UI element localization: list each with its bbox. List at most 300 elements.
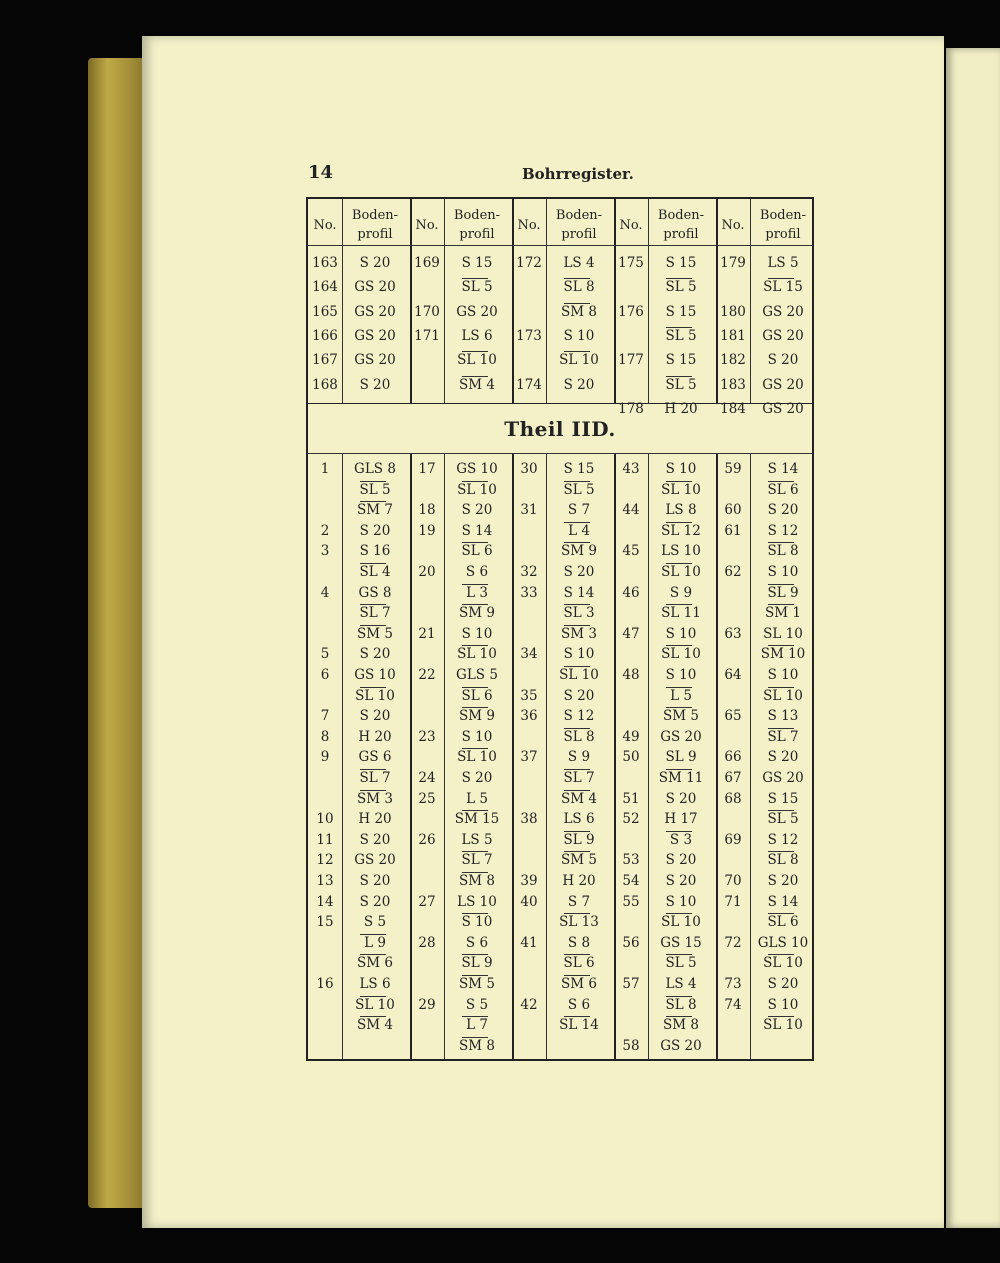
row-number: 41	[520, 934, 538, 951]
bodenprofil-entry: GS 20	[762, 376, 804, 393]
bodenprofil-entry: S 9	[567, 749, 591, 766]
row-number: 65	[724, 708, 742, 725]
row-number: 61	[724, 522, 742, 539]
layer-bar	[360, 934, 386, 935]
row-number: 181	[720, 327, 746, 344]
layer-bar	[564, 1016, 590, 1017]
bodenprofil-entry: SL 10	[661, 564, 701, 580]
bodenprofil-entry: SL 4	[359, 564, 391, 580]
bodenprofil-entry: SM 7	[357, 502, 393, 519]
row-number: 184	[720, 400, 746, 417]
layer-bar	[462, 975, 488, 976]
bodenprofil-entry: SL 8	[563, 279, 595, 296]
row-number: 49	[622, 728, 640, 745]
row-number: 21	[418, 625, 436, 642]
bodenprofil-entry: S 20	[359, 646, 391, 663]
bodenprofil-entry: SM 10	[760, 646, 806, 663]
row-number: 174	[516, 376, 542, 393]
bodenprofil-entry: S 7	[567, 502, 591, 519]
row-number: 164	[312, 279, 338, 296]
bodenprofil-entry: SM 5	[459, 976, 495, 992]
row-number: 50	[622, 749, 640, 766]
row-number: 16	[316, 976, 334, 992]
row-number: 43	[622, 461, 640, 477]
row-number: 177	[618, 352, 644, 369]
bodenprofil-entry: S 20	[563, 687, 595, 704]
bodenprofil-entry: S 6	[567, 996, 591, 1013]
bodenprofil-entry: LS 10	[457, 893, 497, 910]
layer-bar	[462, 851, 488, 852]
bodenprofil-entry: SL 13	[559, 914, 599, 931]
layer-bar	[768, 604, 794, 605]
bodenprofil-entry: SM 9	[459, 605, 495, 622]
row-number: 22	[418, 667, 436, 683]
bodenprofil-entry: LS 5	[767, 255, 799, 271]
bodenprofil-entry: GS 10	[456, 461, 498, 477]
row-number: 180	[720, 303, 746, 320]
bodenprofil-entry: S 20	[767, 749, 799, 766]
bohrregister-table	[306, 197, 814, 1061]
bodenprofil-entry: S 16	[359, 543, 391, 560]
bodenprofil-entry: SM 8	[561, 303, 597, 320]
bodenprofil-entry: SL 6	[461, 543, 493, 560]
row-number: 35	[520, 687, 538, 704]
bodenprofil-entry: GS 20	[354, 327, 396, 344]
row-number: 9	[320, 749, 330, 766]
bodenprofil-entry: S 20	[359, 522, 391, 539]
bodenprofil-entry: SM 15	[454, 811, 500, 828]
bodenprofil-entry: GS 15	[660, 934, 702, 951]
layer-bar	[768, 954, 794, 955]
row-number: 178	[618, 400, 644, 417]
bodenprofil-entry: SL 11	[661, 605, 701, 622]
row-number: 66	[724, 749, 742, 766]
bodenprofil-entry: H 20	[358, 811, 392, 828]
row-number: 48	[622, 667, 640, 683]
row-number: 72	[724, 934, 742, 951]
layer-bar	[666, 604, 692, 605]
row-number: 44	[622, 502, 640, 519]
layer-bar	[666, 376, 692, 377]
layer-bar	[462, 810, 488, 811]
row-number: 19	[418, 522, 436, 539]
bodenprofil-entry: S 20	[665, 852, 697, 869]
bodenprofil-entry: S 20	[359, 255, 391, 271]
bodenprofil-entry: S 7	[567, 893, 591, 910]
bodenprofil-entry: S 10	[563, 646, 595, 663]
bodenprofil-entry: GS 20	[354, 279, 396, 296]
row-number: 70	[724, 873, 742, 889]
layer-bar	[462, 584, 488, 585]
row-number: 3	[320, 543, 330, 560]
header-no: No.	[619, 217, 643, 233]
layer-bar	[462, 278, 488, 279]
bodenprofil-entry: S 15	[563, 461, 595, 477]
bodenprofil-entry: S 14	[461, 522, 493, 539]
running-head: Bohrregister.	[522, 165, 634, 183]
bodenprofil-entry: L 7	[466, 1017, 488, 1034]
bodenprofil-entry: GS 20	[660, 1037, 702, 1054]
bodenprofil-entry: SL 10	[763, 625, 803, 642]
bodenprofil-entry: SM 8	[663, 1017, 699, 1034]
layer-bar	[462, 687, 488, 688]
layer-bar	[666, 996, 692, 997]
layer-bar	[462, 542, 488, 543]
layer-bar	[768, 728, 794, 729]
bodenprofil-entry: SM 6	[357, 955, 393, 972]
layer-bar	[462, 645, 488, 646]
bodenprofil-entry: SM 4	[459, 376, 495, 393]
bodenprofil-entry: SL 10	[661, 646, 701, 663]
row-number: 32	[520, 564, 538, 580]
bodenprofil-entry: SL 5	[767, 811, 799, 828]
bodenprofil-entry: S 10	[665, 461, 697, 477]
bodenprofil-entry: GS 20	[762, 400, 804, 417]
row-number: 27	[418, 893, 436, 910]
bodenprofil-entry: GS 20	[354, 852, 396, 869]
bodenprofil-entry: LS 6	[359, 976, 391, 992]
bodenprofil-entry: S 10	[665, 625, 697, 642]
header-bodenprofil: Boden- profil	[759, 208, 807, 242]
row-number: 51	[622, 790, 640, 807]
layer-bar	[564, 351, 590, 352]
row-number: 183	[720, 376, 746, 393]
row-number: 46	[622, 584, 640, 601]
bodenprofil-entry: L 3	[466, 584, 488, 601]
bodenprofil-entry: GS 20	[456, 303, 498, 320]
row-number: 45	[622, 543, 640, 560]
row-number: 54	[622, 873, 640, 889]
row-number: 5	[320, 646, 330, 663]
bodenprofil-entry: SM 5	[561, 852, 597, 869]
bodenprofil-entry: GLS 10	[757, 934, 809, 951]
bodenprofil-entry: S 20	[461, 502, 493, 519]
bodenprofil-entry: SM 3	[561, 625, 597, 642]
bodenprofil-entry: SM 4	[561, 790, 597, 807]
layer-bar	[360, 563, 386, 564]
bodenprofil-entry: GS 20	[660, 728, 702, 745]
layer-bar	[768, 913, 794, 914]
row-number: 33	[520, 584, 538, 601]
bodenprofil-entry: S 3	[669, 831, 693, 848]
row-number: 173	[516, 327, 542, 344]
section-rule-bottom	[308, 453, 812, 454]
bodenprofil-entry: SL 10	[457, 646, 497, 663]
bodenprofil-entry: SL 9	[665, 749, 697, 766]
bodenprofil-entry: S 5	[465, 996, 489, 1013]
row-number: 6	[320, 667, 330, 683]
row-number: 62	[724, 564, 742, 580]
header-rule	[308, 245, 812, 246]
bodenprofil-entry: LS 6	[461, 327, 493, 344]
row-number: 169	[414, 255, 440, 271]
bodenprofil-entry: S 13	[767, 708, 799, 725]
bodenprofil-entry: S 10	[767, 564, 799, 580]
row-number: 20	[418, 564, 436, 580]
bodenprofil-entry: SL 5	[665, 955, 697, 972]
bodenprofil-entry: S 20	[665, 873, 697, 889]
bodenprofil-entry: S 20	[461, 770, 493, 786]
bodenprofil-entry: SL 5	[461, 279, 493, 296]
bodenprofil-entry: S 10	[665, 893, 697, 910]
bodenprofil-entry: S 20	[767, 873, 799, 889]
row-number: 42	[520, 996, 538, 1013]
bodenprofil-entry: S 10	[461, 914, 493, 931]
layer-bar	[462, 481, 488, 482]
bodenprofil-entry: SL 7	[359, 605, 391, 622]
layer-bar	[360, 1016, 386, 1017]
bodenprofil-entry: SL 8	[767, 543, 799, 560]
row-number: 47	[622, 625, 640, 642]
layer-bar	[360, 481, 386, 482]
bodenprofil-entry: S 6	[465, 934, 489, 951]
layer-bar	[768, 851, 794, 852]
bodenprofil-entry: SL 9	[563, 831, 595, 848]
layer-bar	[462, 351, 488, 352]
layer-bar	[666, 913, 692, 914]
bodenprofil-entry: SM 9	[561, 543, 597, 560]
bodenprofil-entry: SM 9	[459, 708, 495, 725]
bodenprofil-entry: S 5	[363, 914, 387, 931]
bodenprofil-entry: GS 20	[762, 770, 804, 786]
bodenprofil-entry: S 20	[359, 831, 391, 848]
layer-bar	[564, 542, 590, 543]
layer-bar	[462, 954, 488, 955]
row-number: 63	[724, 625, 742, 642]
bodenprofil-entry: SM 8	[459, 1037, 495, 1054]
row-number: 12	[316, 852, 334, 869]
row-number: 56	[622, 934, 640, 951]
bodenprofil-entry: S 12	[767, 522, 799, 539]
row-number: 68	[724, 790, 742, 807]
bodenprofil-entry: SL 7	[359, 770, 391, 786]
bodenprofil-entry: SL 5	[665, 327, 697, 344]
row-number: 7	[320, 708, 330, 725]
bodenprofil-entry: S 20	[665, 790, 697, 807]
row-number: 18	[418, 502, 436, 519]
section-title: Theil IID.	[504, 417, 616, 441]
row-number: 182	[720, 352, 746, 369]
bodenprofil-entry: S 10	[767, 667, 799, 683]
bodenprofil-entry: S 10	[563, 327, 595, 344]
bodenprofil-entry: S 10	[461, 728, 493, 745]
bodenprofil-entry: S 12	[767, 831, 799, 848]
bodenprofil-entry: SL 9	[767, 584, 799, 601]
bodenprofil-entry: GS 6	[358, 749, 392, 766]
row-number: 30	[520, 461, 538, 477]
layer-bar	[768, 584, 794, 585]
bodenprofil-entry: SL 5	[563, 481, 595, 498]
bodenprofil-entry: LS 8	[665, 502, 697, 519]
layer-bar	[666, 769, 692, 770]
bodenprofil-entry: L 9	[364, 934, 386, 951]
row-number: 69	[724, 831, 742, 848]
bodenprofil-entry: SM 6	[561, 976, 597, 992]
bodenprofil-entry: SL 15	[763, 279, 803, 296]
bodenprofil-entry: SL 5	[665, 376, 697, 393]
layer-bar	[462, 1016, 488, 1017]
bodenprofil-entry: SL 12	[661, 522, 701, 539]
bodenprofil-entry: H 20	[358, 728, 392, 745]
bodenprofil-entry: SL 7	[767, 728, 799, 745]
layer-bar	[564, 975, 590, 976]
row-number: 167	[312, 352, 338, 369]
layer-bar	[360, 954, 386, 955]
row-number: 28	[418, 934, 436, 951]
row-number: 1	[320, 461, 330, 477]
row-number: 163	[312, 255, 338, 271]
bodenprofil-entry: SL 10	[763, 955, 803, 972]
bodenprofil-entry: S 14	[563, 584, 595, 601]
layer-bar	[564, 913, 590, 914]
bodenprofil-entry: L 5	[466, 790, 488, 807]
row-number: 14	[316, 893, 334, 910]
header-no: No.	[313, 217, 337, 233]
bodenprofil-entry: SL 10	[559, 352, 599, 369]
bodenprofil-entry: SM 3	[357, 790, 393, 807]
row-number: 55	[622, 893, 640, 910]
layer-bar	[666, 278, 692, 279]
bodenprofil-entry: LS 10	[661, 543, 701, 560]
header-no: No.	[517, 217, 541, 233]
bodenprofil-entry: SL 8	[563, 728, 595, 745]
bodenprofil-entry: LS 4	[563, 255, 595, 271]
layer-bar	[564, 728, 590, 729]
bodenprofil-entry: SL 14	[559, 1017, 599, 1034]
row-number: 13	[316, 873, 334, 889]
row-number: 36	[520, 708, 538, 725]
row-number: 2	[320, 522, 330, 539]
layer-bar	[768, 810, 794, 811]
bodenprofil-entry: SL 8	[665, 996, 697, 1013]
bodenprofil-entry: S 20	[563, 376, 595, 393]
layer-bar	[768, 481, 794, 482]
bodenprofil-entry: SM 5	[357, 625, 393, 642]
layer-bar	[462, 707, 488, 708]
layer-bar	[666, 645, 692, 646]
layer-bar	[768, 1016, 794, 1017]
bodenprofil-entry: SL 10	[457, 481, 497, 498]
layer-bar	[666, 954, 692, 955]
bodenprofil-entry: SL 6	[767, 481, 799, 498]
bodenprofil-entry: H 20	[562, 873, 596, 889]
layer-bar	[462, 872, 488, 873]
bodenprofil-entry: S 14	[767, 461, 799, 477]
bodenprofil-entry: SL 10	[661, 914, 701, 931]
layer-bar	[564, 769, 590, 770]
bodenprofil-entry: H 17	[664, 811, 698, 828]
header-bodenprofil: Boden- profil	[657, 208, 705, 242]
layer-bar	[666, 831, 692, 832]
layer-bar	[564, 604, 590, 605]
layer-bar	[564, 831, 590, 832]
bodenprofil-entry: SL 10	[763, 1017, 803, 1034]
layer-bar	[768, 687, 794, 688]
layer-bar	[462, 748, 488, 749]
row-number: 168	[312, 376, 338, 393]
bodenprofil-entry: SL 3	[563, 605, 595, 622]
header-bodenprofil: Boden- profil	[351, 208, 399, 242]
bodenprofil-entry: SM 8	[459, 873, 495, 889]
layer-bar	[564, 278, 590, 279]
row-number: 67	[724, 770, 742, 786]
bodenprofil-entry: H 20	[664, 400, 698, 417]
layer-bar	[360, 790, 386, 791]
bodenprofil-entry: GLS 8	[354, 461, 396, 477]
row-number: 166	[312, 327, 338, 344]
row-number: 57	[622, 976, 640, 992]
layer-bar	[564, 303, 590, 304]
row-number: 10	[316, 811, 334, 828]
bodenprofil-entry: S 20	[767, 502, 799, 519]
layer-bar	[666, 522, 692, 523]
row-number: 58	[622, 1037, 640, 1054]
bodenprofil-entry: SL 10	[457, 749, 497, 766]
bodenprofil-entry: S 8	[567, 934, 591, 951]
bodenprofil-entry: S 20	[767, 352, 799, 369]
bodenprofil-entry: S 10	[767, 996, 799, 1013]
bodenprofil-entry: S 20	[563, 564, 595, 580]
bodenprofil-entry: S 9	[669, 584, 693, 601]
layer-bar	[462, 1037, 488, 1038]
bodenprofil-entry: GS 8	[358, 584, 392, 601]
layer-bar	[462, 376, 488, 377]
row-number: 40	[520, 893, 538, 910]
bodenprofil-entry: S 10	[461, 625, 493, 642]
bodenprofil-entry: SL 10	[457, 352, 497, 369]
bodenprofil-entry: GLS 5	[456, 667, 498, 683]
bodenprofil-entry: GS 20	[762, 303, 804, 320]
layer-bar	[666, 481, 692, 482]
bodenprofil-entry: SL 10	[661, 481, 701, 498]
layer-bar	[666, 687, 692, 688]
layer-bar	[666, 327, 692, 328]
layer-bar	[360, 996, 386, 997]
bodenprofil-entry: S 20	[767, 976, 799, 992]
bodenprofil-entry: GS 20	[354, 303, 396, 320]
row-number: 53	[622, 852, 640, 869]
layer-bar	[768, 278, 794, 279]
row-number: 59	[724, 461, 742, 477]
bodenprofil-entry: SM 5	[663, 708, 699, 725]
bodenprofil-entry: GS 20	[354, 352, 396, 369]
row-number: 64	[724, 667, 742, 683]
row-number: 11	[316, 831, 334, 848]
row-number: 31	[520, 502, 538, 519]
header-bodenprofil: Boden- profil	[555, 208, 603, 242]
layer-bar	[768, 645, 794, 646]
bodenprofil-entry: S 20	[359, 873, 391, 889]
bodenprofil-entry: S 15	[461, 255, 493, 271]
row-number: 165	[312, 303, 338, 320]
bodenprofil-entry: LS 5	[461, 831, 493, 848]
layer-bar	[360, 687, 386, 688]
row-number: 15	[316, 914, 334, 931]
layer-bar	[666, 1016, 692, 1017]
bodenprofil-entry: SL 10	[355, 687, 395, 704]
layer-bar	[768, 542, 794, 543]
bodenprofil-entry: S 15	[665, 303, 697, 320]
row-number: 4	[320, 584, 330, 601]
row-number: 170	[414, 303, 440, 320]
layer-bar	[360, 501, 386, 502]
bodenprofil-entry: SL 10	[355, 996, 395, 1013]
bodenprofil-entry: S 20	[359, 708, 391, 725]
row-number: 24	[418, 770, 436, 786]
bodenprofil-entry: SL 5	[665, 279, 697, 296]
layer-bar	[564, 851, 590, 852]
row-number: 23	[418, 728, 436, 745]
